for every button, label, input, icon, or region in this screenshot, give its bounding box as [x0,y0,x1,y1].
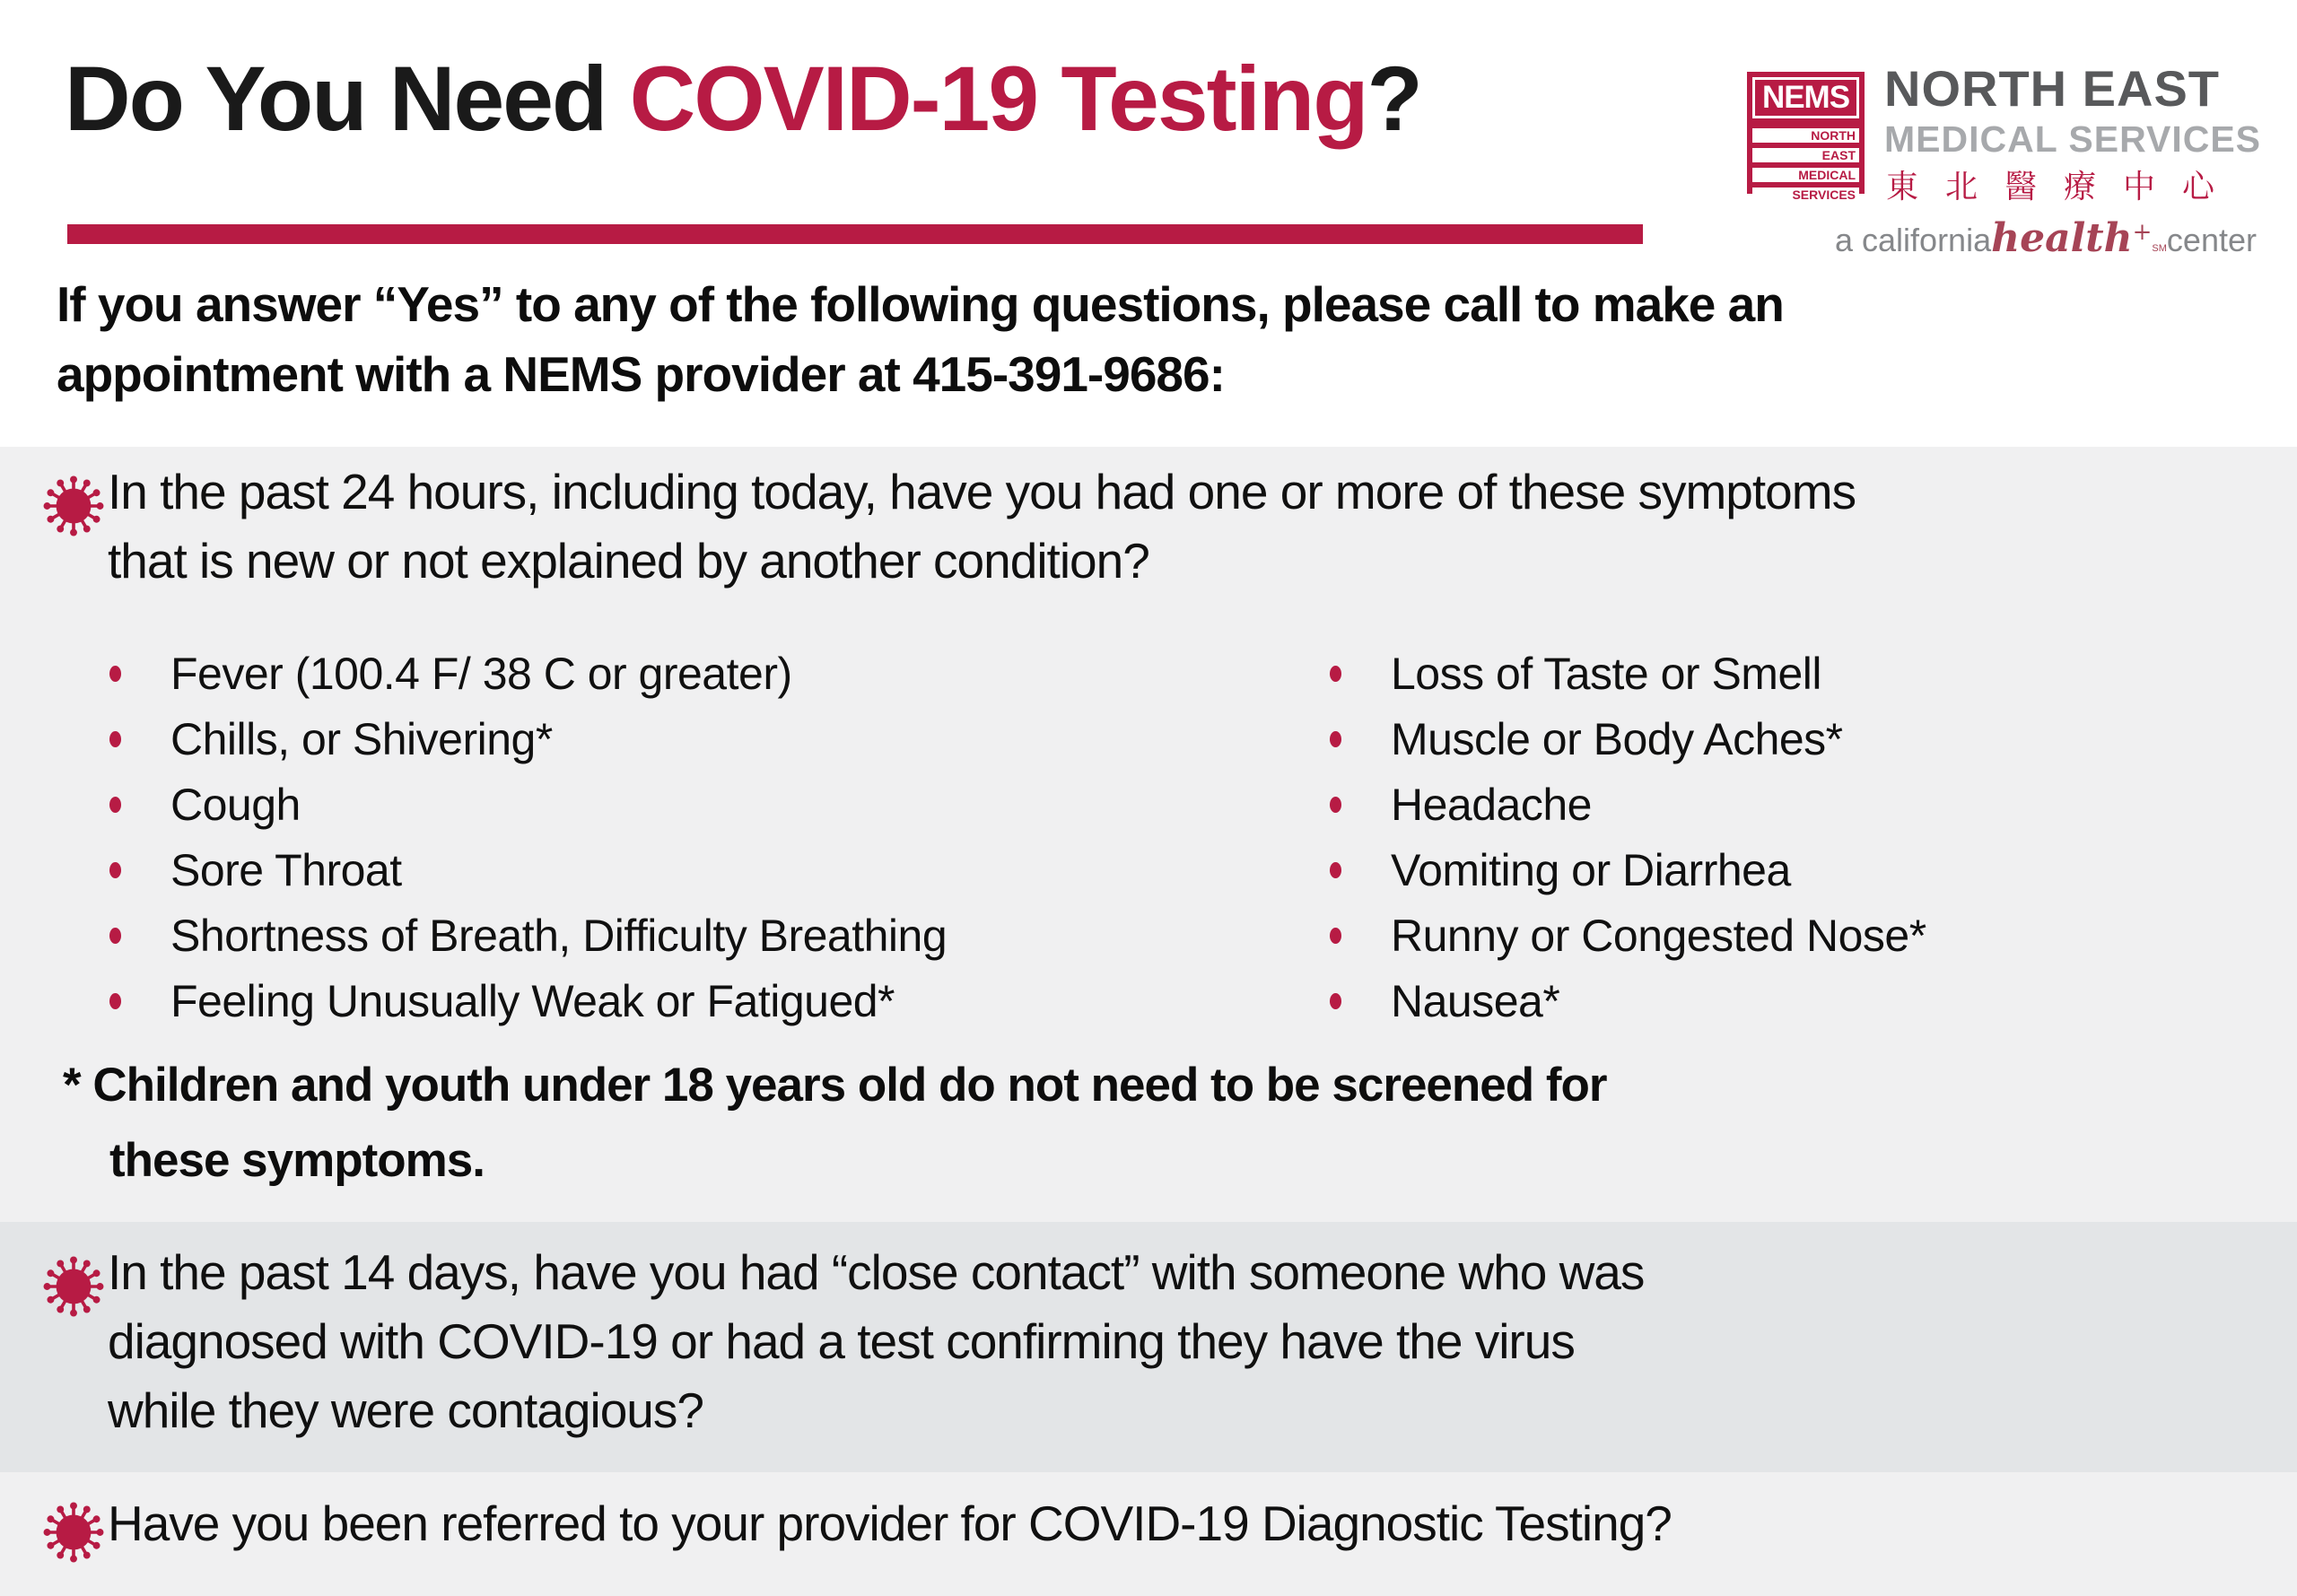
bullet-dot-icon [1330,862,1341,878]
symptom-label: Chills, or Shivering* [170,713,553,764]
question-line: In the past 24 hours, including today, have you had one or more of these symptoms [108,464,1856,519]
tagline-health-script: health [1991,215,2133,261]
question-line: diagnosed with COVID-19 or had a test confirming they have the virus [108,1313,1575,1369]
bullet-dot-icon [109,928,121,944]
logo-tagline [1812,215,2279,261]
logo-name-line2: MEDICAL SERVICES [1884,118,2262,160]
list-item [109,641,947,706]
list-item [109,837,947,903]
tagline-suffix: center [2166,222,2257,258]
intro-text [57,269,1784,409]
footnote-line-1: * Children and youth under 18 years old do not need to be screened for [63,1059,1607,1112]
nems-badge [1747,72,1865,202]
title-underline [67,224,1643,244]
tagline-plus: + [2132,219,2153,246]
children-screening-footnote [63,1048,1607,1199]
symptom-label: Shortness of Breath, Difficulty Breathing [170,910,948,961]
bullet-dot-icon [1330,666,1341,682]
symptom-label: Headache [1391,779,1592,830]
list-item [109,968,947,1033]
list-item [109,903,947,968]
question-referral-text [108,1489,1672,1558]
question-line: while they were contagious? [108,1382,703,1438]
title-question-mark: ? [1367,48,1421,150]
bullet-dot-icon [109,731,121,747]
bullet-dot-icon [109,797,121,813]
list-item [1330,837,1926,903]
badge-row-east: EAST [1752,148,1859,162]
badge-nems-text: NEMS [1752,77,1859,118]
bullet-dot-icon [1330,928,1341,944]
virus-icon [41,474,106,538]
list-item [109,706,947,772]
virus-icon [41,1500,106,1565]
list-item [1330,706,1926,772]
logo-chinese-name: 東北醫療中心 [1886,168,2242,205]
page-title [65,47,1421,152]
list-item [1330,641,1926,706]
title-black-part: Do You Need [65,48,630,150]
symptom-label: Fever (100.4 F/ 38 C or greater) [170,648,792,699]
symptom-label: Cough [170,779,301,830]
badge-row-north: NORTH [1752,128,1859,143]
bullet-dot-icon [1330,993,1341,1009]
bullet-dot-icon [109,862,121,878]
logo-name-line1: NORTH EAST [1884,60,2220,117]
symptom-list-left [109,641,947,1033]
question-line: Have you been referred to your provider for COVID-19 Diagnostic Testing? [108,1496,1672,1551]
footnote-line-2: these symptoms. [109,1134,485,1187]
bullet-dot-icon [1330,797,1341,813]
symptom-label: Sore Throat [170,844,402,895]
intro-line-2: appointment with a NEMS provider at 415-391-9686: [57,346,1225,402]
symptom-list-right [1330,641,1926,1033]
question-line: that is new or not explained by another condition? [108,533,1149,589]
virus-icon [41,1254,106,1319]
symptom-label: Loss of Taste or Smell [1391,648,1821,699]
title-red-part: COVID-19 Testing [629,48,1367,150]
symptom-label: Feeling Unusually Weak or Fatigued* [170,975,895,1026]
symptom-label: Runny or Congested Nose* [1391,910,1926,961]
question-symptoms-text [108,458,1856,596]
symptom-label: Nausea* [1391,975,1560,1026]
badge-row-medical: MEDICAL [1752,168,1859,182]
symptom-label: Muscle or Body Aches* [1391,713,1843,764]
bullet-dot-icon [109,993,121,1009]
list-item [1330,903,1926,968]
bullet-dot-icon [109,666,121,682]
badge-row-services: SERVICES [1752,188,1859,202]
list-item [109,772,947,837]
question-close-contact-text [108,1238,1644,1445]
list-item [1330,968,1926,1033]
tagline-sm-mark: SM [2152,243,2167,254]
tagline-prefix: a california [1835,222,1992,258]
intro-line-1: If you answer “Yes” to any of the following questions, please call to make an [57,276,1784,332]
list-item [1330,772,1926,837]
bullet-dot-icon [1330,731,1341,747]
question-line: In the past 14 days, have you had “close contact” with someone who was [108,1244,1645,1300]
symptom-label: Vomiting or Diarrhea [1391,844,1791,895]
